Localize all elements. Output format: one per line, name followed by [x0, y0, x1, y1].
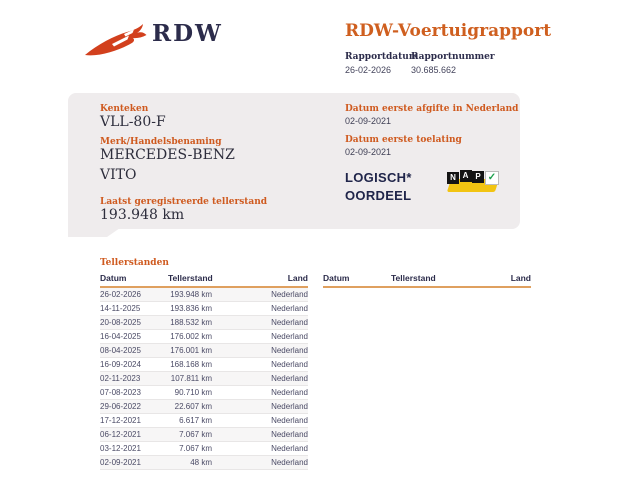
row-tellerstand: 22.607 km	[174, 402, 212, 411]
row-tellerstand: 188.532 km	[170, 318, 212, 327]
col-header-tellerstand: Tellerstand	[168, 273, 213, 283]
row-datum: 26-02-2026	[100, 290, 141, 299]
col-header-datum: Datum	[323, 273, 350, 283]
row-land: Nederland	[271, 332, 308, 341]
vehicle-summary-panel	[68, 93, 520, 229]
odometer-table-row	[100, 302, 308, 316]
odometer-table-row	[100, 344, 308, 358]
row-land: Nederland	[271, 360, 308, 369]
row-tellerstand: 176.001 km	[170, 346, 212, 355]
nap-letter-a: A	[460, 170, 472, 182]
row-tellerstand: 48 km	[190, 458, 212, 467]
row-datum: 02-11-2023	[100, 374, 141, 383]
rdw-wordmark: RDW	[152, 20, 223, 47]
row-land: Nederland	[271, 374, 308, 383]
odometer-table-row	[100, 316, 308, 330]
row-tellerstand: 107.811 km	[170, 374, 212, 383]
odometer-table-row	[100, 358, 308, 372]
row-land: Nederland	[271, 402, 308, 411]
toelating-label: Datum eerste toelating	[345, 135, 462, 145]
rdw-logo-wing-icon	[84, 23, 148, 61]
row-datum: 07-08-2023	[100, 388, 141, 397]
model-value: VITO	[100, 167, 137, 183]
laatste-tellerstand-value: 193.948 km	[100, 207, 185, 223]
row-datum: 20-08-2025	[100, 318, 141, 327]
nap-judgement-text	[345, 169, 412, 205]
odometer-table-right	[323, 273, 531, 288]
report-date-value: 26-02-2026	[345, 65, 392, 75]
col-header-land: Land	[287, 273, 308, 283]
odometer-table-row	[100, 414, 308, 428]
odometer-table-row	[100, 456, 308, 470]
row-land: Nederland	[271, 388, 308, 397]
col-header-datum: Datum	[100, 273, 127, 283]
odometer-table-row	[100, 400, 308, 414]
row-datum: 02-09-2021	[100, 458, 141, 467]
report-number-label: Rapportnummer	[411, 52, 495, 62]
row-tellerstand: 193.948 km	[170, 290, 212, 299]
row-datum: 16-04-2025	[100, 332, 141, 341]
odometer-table-row	[100, 428, 308, 442]
row-tellerstand: 168.168 km	[170, 360, 212, 369]
judgement-line1: LOGISCH*	[345, 170, 412, 185]
row-tellerstand: 176.002 km	[170, 332, 212, 341]
row-land: Nederland	[271, 416, 308, 425]
odometer-table-row	[100, 330, 308, 344]
nap-check-icon: ✓	[485, 171, 499, 185]
col-header-land: Land	[510, 273, 531, 283]
odometer-table-row	[100, 288, 308, 302]
odometer-table-row	[100, 386, 308, 400]
row-tellerstand: 193.836 km	[170, 304, 212, 313]
kenteken-label: Kenteken	[100, 104, 149, 114]
row-land: Nederland	[271, 318, 308, 327]
tellerstanden-heading: Tellerstanden	[100, 258, 169, 268]
row-land: Nederland	[271, 444, 308, 453]
odometer-table-row	[100, 442, 308, 456]
row-land: Nederland	[271, 304, 308, 313]
nap-letter-n: N	[447, 172, 459, 184]
report-title: RDW-Voertuigrapport	[345, 21, 552, 41]
report-date-label: Rapportdatum	[345, 52, 419, 62]
odometer-table-header	[100, 273, 308, 288]
row-datum: 16-09-2024	[100, 360, 141, 369]
odometer-table-header-right	[323, 273, 531, 288]
odometer-table-left	[100, 273, 308, 470]
merk-value: MERCEDES-BENZ	[100, 147, 235, 163]
row-tellerstand: 90.710 km	[174, 388, 212, 397]
report-number-value: 30.685.662	[411, 65, 457, 75]
nap-letter-p: P	[472, 171, 484, 183]
judgement-line2: OORDEEL	[345, 188, 412, 203]
kenteken-value: VLL-80-F	[100, 114, 166, 130]
afgifte-label: Datum eerste afgifte in Nederland	[345, 104, 519, 114]
row-datum: 17-12-2021	[100, 416, 141, 425]
row-datum: 08-04-2025	[100, 346, 141, 355]
row-datum: 14-11-2025	[100, 304, 141, 313]
afgifte-value: 02-09-2021	[345, 116, 392, 126]
row-land: Nederland	[271, 430, 308, 439]
laatste-tellerstand-label: Laatst geregistreerde tellerstand	[100, 197, 268, 207]
row-land: Nederland	[271, 290, 308, 299]
merk-label: Merk/Handelsbenaming	[100, 137, 222, 147]
row-datum: 03-12-2021	[100, 444, 141, 453]
row-land: Nederland	[271, 346, 308, 355]
nap-logo	[447, 169, 503, 199]
toelating-value: 02-09-2021	[345, 147, 392, 157]
odometer-table-row	[100, 372, 308, 386]
col-header-tellerstand: Tellerstand	[391, 273, 436, 283]
row-datum: 29-06-2022	[100, 402, 141, 411]
row-datum: 06-12-2021	[100, 430, 141, 439]
row-tellerstand: 6.617 km	[179, 416, 212, 425]
row-tellerstand: 7.067 km	[179, 444, 212, 453]
panel-tail-decoration	[68, 228, 120, 237]
row-land: Nederland	[271, 458, 308, 467]
row-tellerstand: 7.067 km	[179, 430, 212, 439]
